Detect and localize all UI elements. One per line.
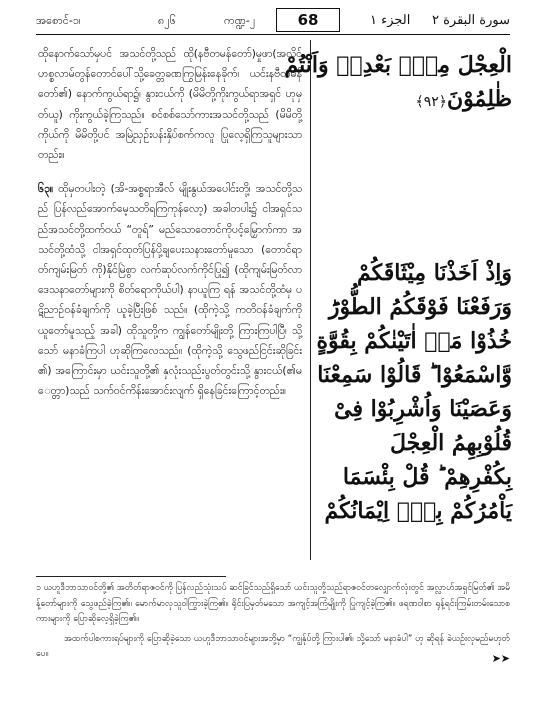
- ayah-number-mark: ﴿٩٢﴾: [415, 94, 447, 110]
- footnote: [36, 581, 510, 663]
- arabic-line: وَرَفَعْنَا فَوْقَكُمُ الطُّوْرَؕ: [328, 294, 512, 320]
- arabic-word: ظٰلِمُوْنَ: [446, 86, 512, 112]
- arabic-line: وَاِذْ اَخَذْنَا مِيْثَاقَكُمْ: [356, 260, 512, 286]
- footnote-paragraph: ၁ ယဟူဒီဘာသာဝင်တို့၏ အတိတ်ရာဇဝင်ကို ပြန်လည်သုံးသပ် ဆင်ခြင်သည်ရှိသော် ယင်းသူတို့သည်ရာဇဝင်တလျှောက်လုံးတွင် အလ္လာဟ်အရှင်မြတ်၏ အမိန့်တော်များကို သွေဖည်ခဲ့ကြ၏။ မောက်မာလှသူဝါကြွားခဲ့ကြ၏။ ရိုင်းပြမှတ်မသော အကျင့်အကြံမျိုးကို ပြုကျင့်ခဲ့ကြ၏။ ဖရဏဝါစာ ရုန့်ရင်းကြမ်းတမ်းသောစကားများကို ပြောဆိုလေ့ရှိခဲ့ကြ၏။: [36, 583, 510, 624]
- burmese-translation-column: [38, 44, 302, 401]
- continue-arrow-icon: ➤➤: [491, 651, 510, 665]
- page-header: [36, 10, 510, 35]
- burmese-page-number: ၈၂၆: [158, 14, 176, 27]
- burmese-juz-label: ကဏ္ဍ-၂: [224, 14, 256, 27]
- translation-paragraph-92: ထိုနောက်သော်မှပင် အသင်တို့သည် ထို(နဗီတမန်တော်)မှုဖာ(အလိုင်ဟစ္စလာမ်တွန်တောင်ပေါ်သို့ခေတ္တခဏကြွမြန်းနေခိုက်၊ ယင်းနဗီတမန်တော်၏) နောက်ကွယ်ရာ၌၊ နွားငယ်ကို (မိမိတို့ကိုးကွယ်ရာအရှင် ဟုမှတ်ယူ) ကိုးကွယ်ခဲ့ကြသည်။ စင်စစ်သော်ကားအသင်တို့သည် (မိမိတို့ကိုယ်ကို မိမိတို့ပင် အမြဲညှဉ်းပန်းနှိပ်စက်ကလူ ပြုလေ့ရှိကြသူများသာတည်း။: [38, 48, 302, 162]
- arabic-line: بِكُفْرِهِمْ ؕ قُلْ بِئْسَمَا: [342, 464, 512, 490]
- arabic-verse-93: [316, 256, 512, 528]
- arabic-text-column: [284, 40, 512, 560]
- translation-paragraph-93: [38, 179, 302, 401]
- arabic-line: يَاْمُرُكُمْ بِهٖۤ اِيْمَانُكُمْ: [324, 498, 512, 524]
- arabic-line: [316, 82, 512, 116]
- volume-label: အစောင်-၁၊: [36, 14, 81, 27]
- arabic-line: وَّاسْمَعُوْا ؕ قَالُوْا سَمِعْنَا: [317, 362, 512, 388]
- arabic-line: وَعَصَيْنَا وَاُشْرِبُوْا فِىْ: [334, 396, 512, 422]
- column-divider: [310, 40, 311, 560]
- arabic-line: خُذُوْا مَاۤ اٰتَيْنٰكُمْ بِقُوَّةٍ: [316, 328, 512, 354]
- footnote-rule: [36, 576, 226, 577]
- arabic-juz-label: الجزء ١: [370, 13, 411, 28]
- page-number-box: 68: [276, 8, 340, 32]
- arabic-verse-92: [284, 48, 512, 116]
- arabic-line: الْعِجْلَ مِنْۢ بَعْدِهٖ وَاَنْتُمْ: [284, 52, 512, 78]
- verse-number: ၆၃။: [38, 183, 54, 196]
- translation-text: ထိုမှတပါးတဲ့ (အိ-အစ္စရာအီလ် မျိုးနွယ်အပေါင်းတို့၊ အသင်တို့သည် ပြန်လည်အောက်မေ့သတိရကြကုန်လော့) အခါတပါး၌ ငါအရှင်သည်အသင်တို့ထက်ဝယ် “တူရ်” မည်သောတောင်ကိုပင့်မြှောက်ကာ အသင်တို့ထံသို့ ငါအရှင်ထုတ်ပြန်ပို့ချပေးသနားတော်မူသော (တောင်ရာတ်ကျမ်းမြတ် ကို)နိုင်မြဲစွာ လက်ဆုပ်လက်ကိုင်ပြု၍ (ထိုကျမ်းမြတ်လာဒေသနာတော်များကို စိတ်ရောကိုယ်ပါ) နာယူကြ ရန် အသင်တို့ထံမှ ပဋိညာဉ်ဝန်ခံချက်ကို ယူခဲ့ပြီးဖြစ် သည်။ (ထိုကဲ့သို့ ကတိဝန်ခံချက်ကို ယူတော်မူသည့် အခါ) ထိုသူတို့က ကျွန်တော်မျိုးတို့ ကြားကြပါပြီ၊ သို့သော် မနာခံကြပါ ဟုဆိုကြလေသည်။ (ထိုကဲ့သို့ သွေဖည်ငြင်းဆိုခြင်း၏) အကြောင်းမှာ ယင်းသူတို့၏ နှလုံးသည်းပွတ်တွင်းသို့ နွားငယ်(၏မေတ္တာ)သည် သက်ဝင်ကိန်းအောင်းလျက် ရှိနေခြင်းကြောင့်တည်း။: [38, 183, 302, 398]
- arabic-surah-title: سورة البقرة ٢: [431, 13, 510, 28]
- footnote-paragraph: အထက်ပါစကားရပ်များကို ပြောဆိုခဲ့သော ယဟူဒီဘာသာဝင်များအဘို့မှာ “ကျွန်ုပ်တို့ ကြားပါ၏၊ သို့သော် မနာခံပါ” ဟု ဆိုရန် ခဲယဉ်းလှမည်မဟုတ်ပေ။: [36, 633, 510, 659]
- arabic-line: قُلُوْبِهِمُ الْعِجْلَ: [389, 430, 512, 456]
